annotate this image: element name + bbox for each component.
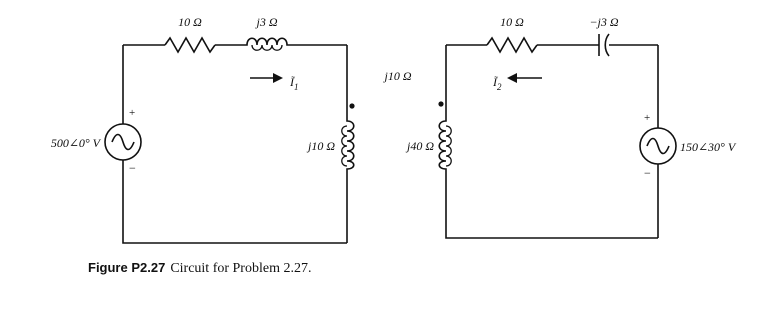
right-resistor <box>487 38 537 52</box>
current-arrow-i2-head <box>507 73 517 83</box>
current-i2-label <box>492 75 502 92</box>
left-coil-label: j10 Ω <box>307 139 335 153</box>
right-source-minus: − <box>644 166 651 180</box>
current-arrow-i2 <box>507 73 542 83</box>
left-resistor <box>165 38 215 52</box>
left-series-inductor-loops <box>252 45 282 50</box>
left-coil-dot <box>349 103 354 108</box>
left-source-plus: + <box>129 107 136 119</box>
right-source-plus: + <box>644 112 651 124</box>
right-bottom-wire <box>446 173 658 238</box>
current-arrow-i1-head <box>273 73 283 83</box>
right-resistor-label: 10 Ω <box>500 15 524 29</box>
left-coupled-coil-loops <box>342 126 347 166</box>
left-series-inductor <box>245 38 293 45</box>
figure-caption <box>88 260 311 276</box>
left-source-label: 500∠0° V <box>50 136 100 150</box>
right-coil-dot <box>438 101 443 106</box>
current-i1-label <box>289 75 299 92</box>
current-i1-symbol: Ĩ <box>290 75 294 89</box>
current-i1-subscript: 1 <box>294 82 299 92</box>
current-i2-subscript: 2 <box>497 82 502 92</box>
right-coupled-coil <box>439 117 446 173</box>
current-arrow-i1 <box>250 73 283 83</box>
capacitor-plate-b <box>605 34 609 56</box>
right-source-label: 150∠30° V <box>680 140 736 154</box>
left-source-minus: − <box>129 161 136 175</box>
left-ac-sine-icon <box>112 135 134 150</box>
right-ac-sine-icon <box>647 139 669 154</box>
right-coupled-coil-loops <box>446 126 451 166</box>
left-bottom-wire <box>123 160 347 243</box>
left-resistor-label: 10 Ω <box>178 15 202 29</box>
mutual-inductance-label: j10 Ω <box>384 69 412 83</box>
figure-caption-label: Figure P2.27 <box>88 260 166 275</box>
left-circuit <box>51 15 355 243</box>
capacitor-label: −j3 Ω <box>589 15 619 29</box>
left-inductor-label: j3 Ω <box>256 15 278 29</box>
figure-caption-text: Circuit for Problem 2.27. <box>170 261 312 276</box>
right-coil-label: j40 Ω <box>406 139 434 153</box>
left-coupled-coil <box>347 117 354 173</box>
right-circuit <box>405 15 737 238</box>
current-i2-symbol: Ĩ <box>493 75 497 89</box>
